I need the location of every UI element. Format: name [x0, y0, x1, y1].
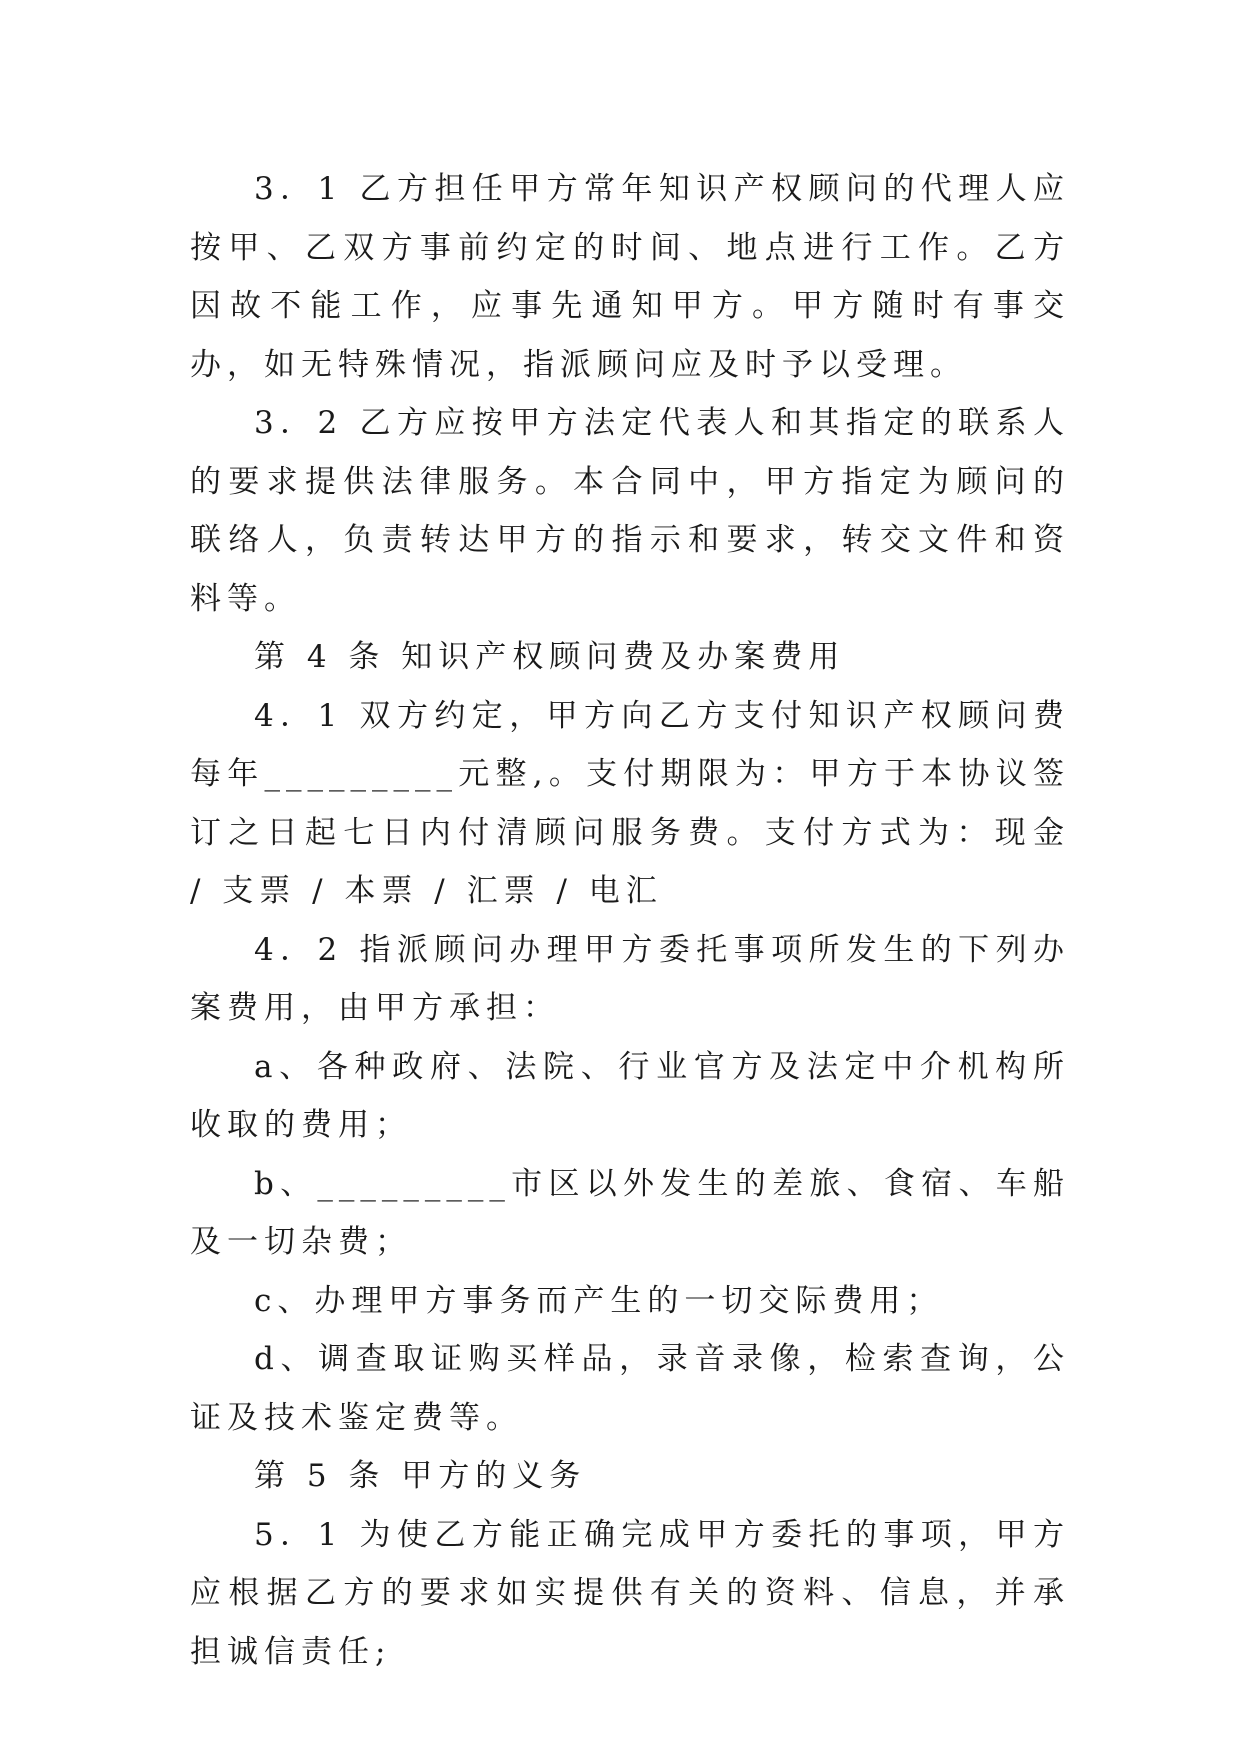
item-c: c、办理甲方事务而产生的一切交际费用； — [254, 1282, 944, 1319]
item-b: b、_________市区以外发生的差旅、食宿、车船及一切杂费； — [190, 1165, 1070, 1260]
item-a: a、各种政府、法院、行业官方及法定中介机构所收取的费用； — [190, 1048, 1070, 1143]
clause-5-1: 5．1 为使乙方能正确完成甲方委托的事项，甲方应根据乙方的要求如实提供有关的资料、信息，并承担诚信责任; — [190, 1516, 1070, 1670]
article-5-heading: 第 5 条 甲方的义务 — [254, 1458, 587, 1494]
document-body — [190, 160, 1070, 1681]
clause-4-2: 4．2 指派顾问办理甲方委托事项所发生的下列办案费用，由甲方承担： — [190, 931, 1070, 1026]
article-4-heading: 第 4 条 知识产权顾问费及办案费用 — [254, 639, 846, 675]
clause-3-1: 3．1 乙方担任甲方常年知识产权顾问的代理人应按甲、乙双方事前约定的时间、地点进行工作。乙方因故不能工作，应事先通知甲方。甲方随时有事交办，如无特殊情况，指派顾问应及时予以受理。 — [190, 171, 1070, 383]
item-d: d、调查取证购买样品，录音录像，检索查询，公证及技术鉴定费等。 — [190, 1341, 1070, 1436]
clause-4-1: 4．1 双方约定，甲方向乙方支付知识产权顾问费每年_________元整,。支付期限为：甲方于本协议签订之日起七日内付清顾问服务费。支付方式为：现金 / 支票 / 本票 / 汇票 / 电汇 — [190, 697, 1070, 909]
clause-3-2: 3．2 乙方应按甲方法定代表人和其指定的联系人的要求提供法律服务。本合同中，甲方指定为顾问的联络人，负责转达甲方的指示和要求，转交文件和资料等。 — [190, 405, 1070, 617]
